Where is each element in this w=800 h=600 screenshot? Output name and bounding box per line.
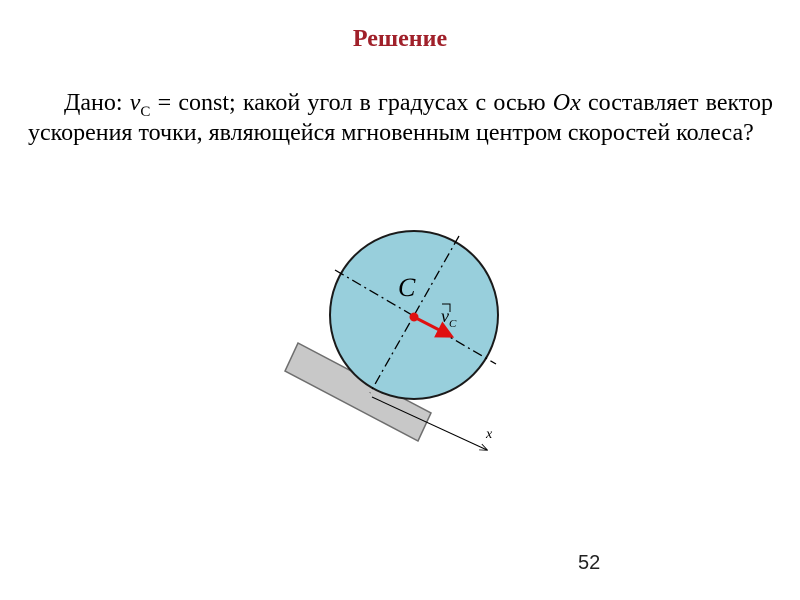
wheel-center-point xyxy=(410,313,419,322)
axis-name: Ox xyxy=(552,90,581,116)
condition-text: = const; xyxy=(157,90,236,116)
question-part1: какой угол в градусах с осью xyxy=(242,90,546,116)
page-number: 52 xyxy=(578,552,601,574)
velocity-symbol: v xyxy=(129,90,141,116)
slide-title: Решение xyxy=(352,26,448,52)
question-part2: составляет вектор ускорения точки, являющейся мгновенным центром скоростей колеса? xyxy=(28,90,774,146)
center-label: C xyxy=(398,273,416,302)
velocity-label: $v_C$ xyxy=(441,306,457,330)
velocity-subscript: C xyxy=(140,103,151,120)
x-axis-label: x xyxy=(486,427,493,442)
given-label: Дано: xyxy=(64,90,123,116)
